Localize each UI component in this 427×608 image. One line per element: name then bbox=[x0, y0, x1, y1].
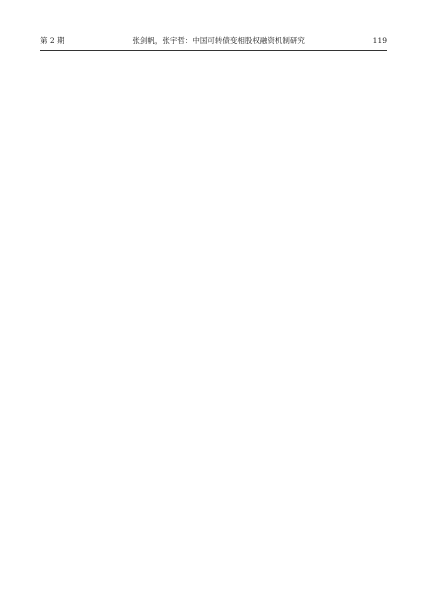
page-number: 119 bbox=[372, 36, 387, 45]
running-header bbox=[40, 34, 387, 48]
running-title: 张剑帆，张宇哲：中国可转债变相股权融资机制研究 bbox=[132, 36, 305, 45]
issue-label: 第 2 期 bbox=[40, 36, 65, 45]
article-body bbox=[40, 58, 387, 582]
header-rule bbox=[40, 50, 387, 51]
